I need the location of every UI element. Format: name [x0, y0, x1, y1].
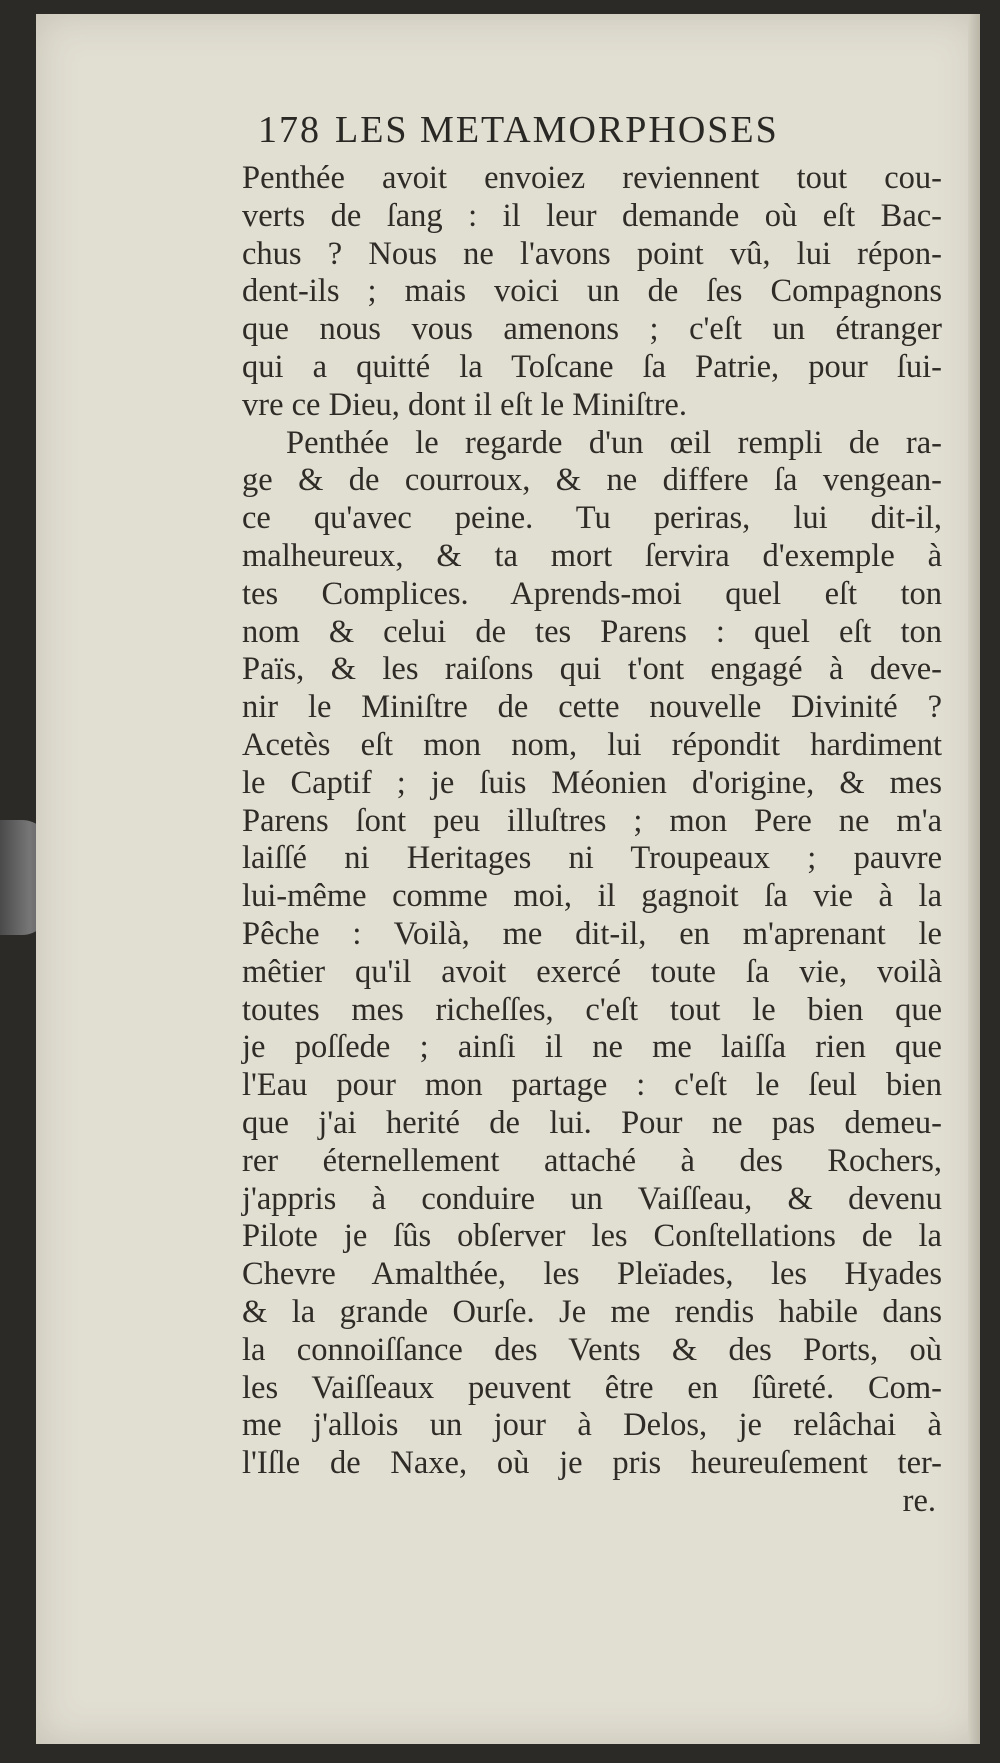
text-line: Penthée avoit envoiez reviennent tout cou-	[242, 160, 942, 196]
text-line: Penthée le regarde d'un œil rempli de ra-	[286, 424, 942, 461]
text-line: la connoiſſance des Vents & des Ports, où	[242, 1331, 942, 1368]
text-line: Parens ſont peu illuſtres ; mon Pere ne m'a	[242, 802, 942, 839]
text-line: les Vaiſſeaux peuvent être en ſûreté. Com-	[242, 1369, 942, 1406]
text-line: nir le Miniſtre de cette nouvelle Divinité ?	[242, 689, 942, 726]
text-line: rer éternellement attaché à des Rochers,	[242, 1142, 942, 1179]
text-line: & la grande Ourſe. Je me rendis habile dans	[242, 1293, 942, 1330]
text-line: je poſſede ; ainſi il ne me laiſſa rien que	[242, 1029, 942, 1066]
text-line: chus ? Nous ne l'avons point vû, lui répon-	[242, 235, 942, 272]
text-line: ge & de courroux, & ne differe ſa vengean-	[242, 462, 942, 499]
text-line: Acetès eſt mon nom, lui répondit hardiment	[242, 726, 942, 763]
text-line: Païs, & les raiſons qui t'ont engagé à deve-	[242, 651, 942, 688]
text-line: nom & celui de tes Parens : quel eſt ton	[242, 613, 942, 650]
text-line: malheureux, & ta mort ſervira d'exemple à	[242, 537, 942, 574]
text-line: verts de ſang : il leur demande où eſt Bac-	[242, 197, 942, 234]
page-edge	[968, 14, 980, 1744]
text-line: toutes mes richeſſes, c'eſt tout le bien que	[242, 991, 942, 1028]
catchword: re.	[902, 1482, 936, 1519]
page-number: 178	[258, 109, 321, 151]
text-line: que nous vous amenons ; c'eſt un étranger	[242, 311, 942, 348]
text-line: lui-même comme moi, il gagnoit ſa vie à la	[242, 878, 942, 915]
text-line: Pêche : Voilà, me dit-il, en m'aprenant le	[242, 915, 942, 952]
body-text	[242, 160, 942, 1521]
text-line: Chevre Amalthée, les Pleïades, les Hyades	[242, 1256, 942, 1293]
text-line: me j'allois un jour à Delos, je relâchai à	[242, 1407, 942, 1444]
text-line: que j'ai herité de lui. Pour ne pas demeu-	[242, 1104, 942, 1141]
text-line: j'appris à conduire un Vaiſſeau, & devenu	[242, 1180, 942, 1217]
text-line: vre ce Dieu, dont il eſt le Miniſtre.	[242, 386, 687, 423]
text-line: tes Complices. Aprends-moi quel eſt ton	[242, 575, 942, 612]
text-line: laiſſé ni Heritages ni Troupeaux ; pauvre	[242, 840, 942, 877]
text-line: Pilote je ſûs obſerver les Conſtellations de la	[242, 1218, 942, 1255]
text-line: le Captif ; je ſuis Méonien d'origine, & mes	[242, 764, 942, 801]
text-line: l'Eau pour mon partage : c'eſt le ſeul bien	[242, 1067, 942, 1104]
text-line: ce qu'avec peine. Tu periras, lui dit-il,	[242, 500, 942, 537]
running-title: LES METAMORPHOSES	[335, 109, 779, 151]
text-line: dent-ils ; mais voici un de ſes Compagnons	[242, 273, 942, 310]
text-line: qui a quitté la Toſcane ſa Patrie, pour ſui-	[242, 348, 942, 385]
text-line: l'Iſle de Naxe, où je pris heureuſement ter-	[242, 1445, 942, 1482]
running-header	[258, 108, 779, 152]
text-line: mêtier qu'il avoit exercé toute ſa vie, voilà	[242, 953, 942, 990]
